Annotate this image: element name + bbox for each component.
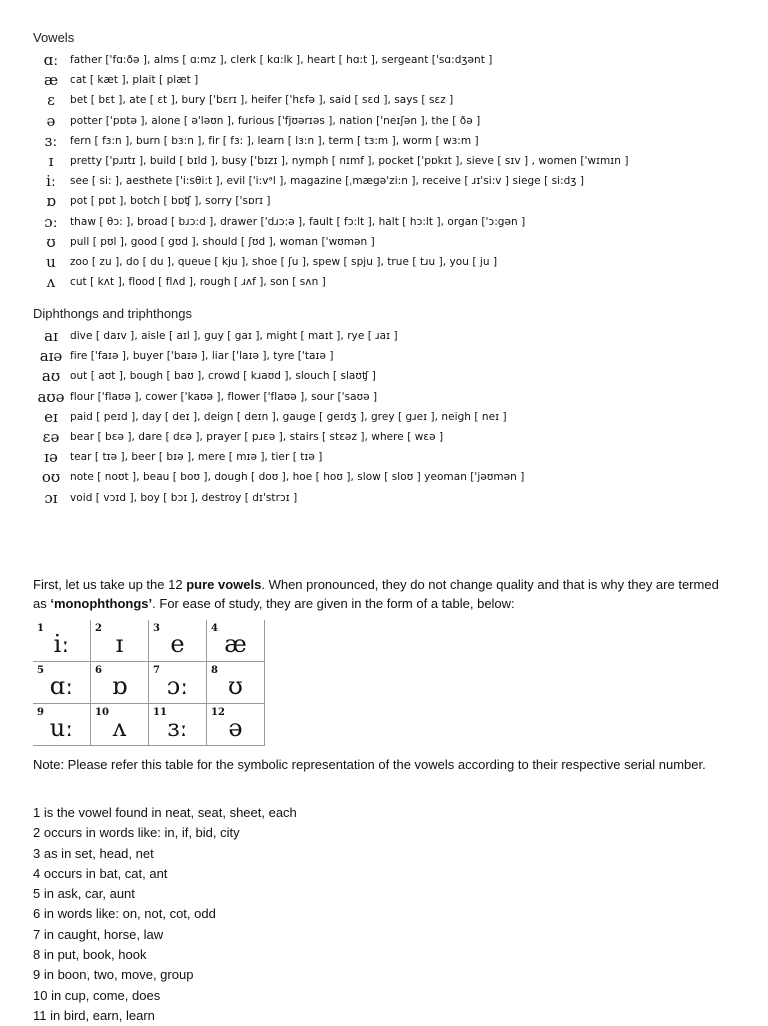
diphthong-symbol: ɪə: [44, 448, 58, 467]
vowel-row: [33, 131, 670, 151]
vowel-row: [33, 151, 670, 171]
note-paragraph: Note: Please refer this table for the symbolic representation of the vowels according to their respective serial number.: [33, 757, 706, 772]
vowel-examples: pretty ['pɹɪtɪ ], build [ bɪld ], busy ['bɪzɪ ], nymph [ nɪmf ], pocket ['pɒkɪt ], sieve [ sɪv ] , women ['wɪmɪn ]: [70, 155, 629, 168]
description-line: 8 in put, book, hook: [33, 947, 147, 963]
vowel-examples: thaw [ θɔ: ], broad [ bɹɔ:d ], drawer ['dɹɔ:ə ], fault [ fɔ:lt ], halt [ hɔ:lt ], organ ['ɔ:gən ]: [70, 215, 526, 228]
diphthong-row: [33, 387, 670, 407]
cell-symbol: ɔː: [166, 671, 189, 700]
cell-symbol: ɪ: [115, 629, 124, 658]
diphthong-row: [33, 447, 670, 467]
vowel-symbol: ʊ: [46, 232, 56, 251]
vowels-heading: Vowels: [33, 30, 75, 45]
vowel-table-cell: [91, 704, 149, 746]
vowel-row: [33, 171, 670, 191]
vowel-row: [33, 272, 670, 292]
vowel-symbol: ʌ: [46, 273, 56, 292]
cell-symbol: ʌ: [112, 713, 127, 742]
vowel-examples: pull [ pʊl ], good [ gʊd ], should [ ʃʊd ], woman ['wʊmən ]: [70, 235, 375, 248]
diphthong-row: [33, 366, 670, 386]
vowel-row: [33, 232, 670, 252]
diphthong-row: [33, 488, 670, 508]
vowel-examples: bet [ bɛt ], ate [ ɛt ], bury ['bɛrɪ ], heifer ['hɛfə ], said [ sɛd ], says [ sɛz ]: [70, 94, 454, 107]
description-line: 4 occurs in bat, cat, ant: [33, 865, 168, 881]
diphthong-symbol: ɛə: [42, 428, 60, 447]
vowel-table-row: [33, 620, 265, 662]
diphthong-examples: dive [ daɪv ], aisle [ aɪl ], guy [ gaɪ ], might [ maɪt ], rye [ ɹaɪ ]: [70, 330, 398, 343]
intro-text: . When pronounced, they do not change quality and that is why they are termed as: [33, 577, 719, 611]
vowel-row: [33, 212, 670, 232]
cell-symbol: æ: [224, 629, 247, 658]
cell-symbol: ə: [228, 713, 243, 742]
vowel-row: [33, 191, 670, 211]
cell-number: 7: [153, 665, 160, 676]
vowel-table-cell: [149, 662, 207, 704]
diphthong-symbol: ɔɪ: [44, 488, 58, 507]
vowel-table-cell: [149, 704, 207, 746]
diphthong-symbol: eɪ: [44, 407, 58, 426]
cell-symbol: ʊ: [228, 671, 243, 700]
cell-number: 10: [95, 707, 109, 718]
cell-symbol: ɒ: [111, 671, 128, 700]
intro-text: . For ease of study, they are given in the form of a table, below:: [152, 596, 515, 611]
intro-bold-term: pure vowels: [186, 577, 262, 592]
vowel-descriptions: [33, 803, 297, 1026]
vowel-examples: cat [ kæt ], plait [ plæt ]: [70, 74, 199, 87]
diphthong-symbol: aɪ: [44, 327, 58, 346]
cell-symbol: ɜː: [167, 713, 188, 742]
cell-number: 4: [211, 623, 218, 634]
description-line: 9 in boon, two, move, group: [33, 967, 194, 983]
vowel-table-cell: [33, 620, 91, 662]
diphthong-row: [33, 326, 670, 346]
diphthong-examples: paid [ peɪd ], day [ deɪ ], deign [ deɪn ], gauge [ geɪdʒ ], grey [ gɹeɪ ], neigh [ neɪ ]: [70, 410, 507, 423]
cell-number: 8: [211, 665, 218, 676]
vowel-examples: cut [ kʌt ], flood [ flʌd ], rough [ ɹʌf ], son [ sʌn ]: [70, 276, 326, 289]
vowel-examples: fern [ fɜ:n ], burn [ bɜ:n ], fir [ fɜ: ], learn [ lɜ:n ], term [ tɜ:m ], worm [ wɜ:m ]: [70, 134, 479, 147]
vowel-examples: see [ si: ], aesthete ['i:sθi:t ], evil ['i:vᵊl ], magazine [ˌmægə'zi:n ], receive [ ɹɪ'si:v ] siege [ si:dʒ ]: [70, 175, 585, 188]
vowel-examples: zoo [ zu ], do [ du ], queue [ kju ], shoe [ ʃu ], spew [ spju ], true [ tɹu ], you [ ju ]: [70, 255, 498, 268]
vowel-table-cell: [149, 620, 207, 662]
intro-text: First, let us take up the 12: [33, 577, 187, 592]
vowel-symbol: ɑː: [43, 51, 59, 70]
diphthongs-heading: Diphthongs and triphthongs: [33, 306, 193, 321]
diphthong-examples: bear [ bɛə ], dare [ dɛə ], prayer [ pɹɛə ], stairs [ stɛəz ], where [ wɛə ]: [70, 431, 444, 444]
cell-number: 11: [153, 707, 167, 718]
cell-number: 1: [37, 623, 44, 634]
vowel-row: [33, 50, 670, 70]
description-line: 6 in words like: on, not, cot, odd: [33, 906, 216, 922]
description-line: 10 in cup, come, does: [33, 987, 161, 1003]
intro-bold-term: ‘monophthongs’: [50, 596, 153, 611]
vowel-symbol: ɔː: [44, 212, 58, 231]
description-line: 7 in caught, horse, law: [33, 926, 164, 942]
vowel-examples: father ['fɑ:ðə ], alms [ ɑ:mz ], clerk [ kɑ:lk ], heart [ hɑ:t ], sergeant ['sɑ:dʒənt ]: [70, 54, 493, 67]
vowel-symbol: iː: [46, 172, 56, 191]
vowel-row: [33, 90, 670, 110]
vowel-table-cell: [33, 662, 91, 704]
vowel-table-cell: [207, 620, 265, 662]
diphthong-row: [33, 346, 670, 366]
diphthong-examples: flour ['flaʊə ], cower ['kaʊə ], flower ['flaʊə ], sour ['saʊə ]: [70, 390, 378, 403]
diphthong-examples: fire ['faɪə ], buyer ['baɪə ], liar ['laɪə ], tyre ['taɪə ]: [70, 350, 334, 363]
cell-symbol: iː: [53, 629, 70, 658]
diphthong-examples: note [ noʊt ], beau [ boʊ ], dough [ doʊ ], hoe [ hoʊ ], slow [ sloʊ ] yeoman ['jəʊmən ]: [70, 471, 525, 484]
diphthongs-list: [33, 326, 670, 508]
diphthong-symbol: aʊə: [37, 387, 65, 406]
cell-symbol: uː: [49, 713, 74, 742]
diphthong-symbol: aɪə: [39, 347, 63, 366]
description-line: 11 in bird, earn, learn: [33, 1007, 155, 1023]
cell-number: 2: [95, 623, 102, 634]
vowel-symbol: ɒ: [46, 192, 56, 211]
diphthong-row: [33, 467, 670, 487]
diphthong-symbol: aʊ: [41, 367, 61, 386]
cell-number: 9: [37, 707, 44, 718]
description-line: 1 is the vowel found in neat, seat, sheet, each: [33, 805, 297, 820]
intro-paragraph: [33, 575, 733, 613]
vowel-symbol: æ: [43, 71, 59, 90]
vowel-symbol: ɛ: [47, 91, 55, 110]
description-line: 2 occurs in words like: in, if, bid, city: [33, 825, 240, 841]
vowel-table: [33, 620, 265, 746]
vowel-row: [33, 70, 670, 90]
cell-number: 3: [153, 623, 160, 634]
vowel-symbol: ə: [46, 111, 56, 130]
vowel-row: [33, 111, 670, 131]
diphthong-examples: out [ aʊt ], bough [ baʊ ], crowd [ kɹaʊd ], slouch [ slaʊʧ ]: [70, 370, 376, 383]
vowel-table-cell: [33, 704, 91, 746]
vowel-symbol: ɪ: [48, 152, 54, 171]
diphthong-row: [33, 427, 670, 447]
diphthong-examples: void [ vɔɪd ], boy [ bɔɪ ], destroy [ dɪ'strɔɪ ]: [70, 491, 298, 504]
vowel-table-cell: [91, 620, 149, 662]
description-line: 5 in ask, car, aunt: [33, 886, 135, 902]
vowel-table-cell: [207, 704, 265, 746]
diphthong-examples: tear [ tɪə ], beer [ bɪə ], mere [ mɪə ], tier [ tɪə ]: [70, 451, 323, 464]
cell-number: 5: [37, 665, 44, 676]
vowel-table-row: [33, 662, 265, 704]
diphthong-row: [33, 407, 670, 427]
description-line: 3 as in set, head, net: [33, 845, 154, 861]
cell-number: 6: [95, 665, 102, 676]
vowel-row: [33, 252, 670, 272]
vowel-table-cell: [91, 662, 149, 704]
diphthong-symbol: oʊ: [41, 468, 61, 487]
vowel-table-cell: [207, 662, 265, 704]
vowel-examples: potter ['pɒtə ], alone [ ə'ləʊn ], furious ['fjʊərɪəs ], nation ['neɪʃən ], the [ ðə ]: [70, 114, 481, 127]
cell-symbol: ɑː: [49, 671, 74, 700]
vowel-symbol: u: [46, 252, 56, 271]
vowel-symbol: ɜː: [44, 131, 58, 150]
vowel-examples: pot [ pɒt ], botch [ bɒʧ ], sorry ['sɒrɪ ]: [70, 195, 271, 208]
cell-symbol: e: [170, 629, 185, 658]
vowel-table-row: [33, 704, 265, 746]
cell-number: 12: [211, 707, 225, 718]
vowels-list: [33, 50, 670, 292]
